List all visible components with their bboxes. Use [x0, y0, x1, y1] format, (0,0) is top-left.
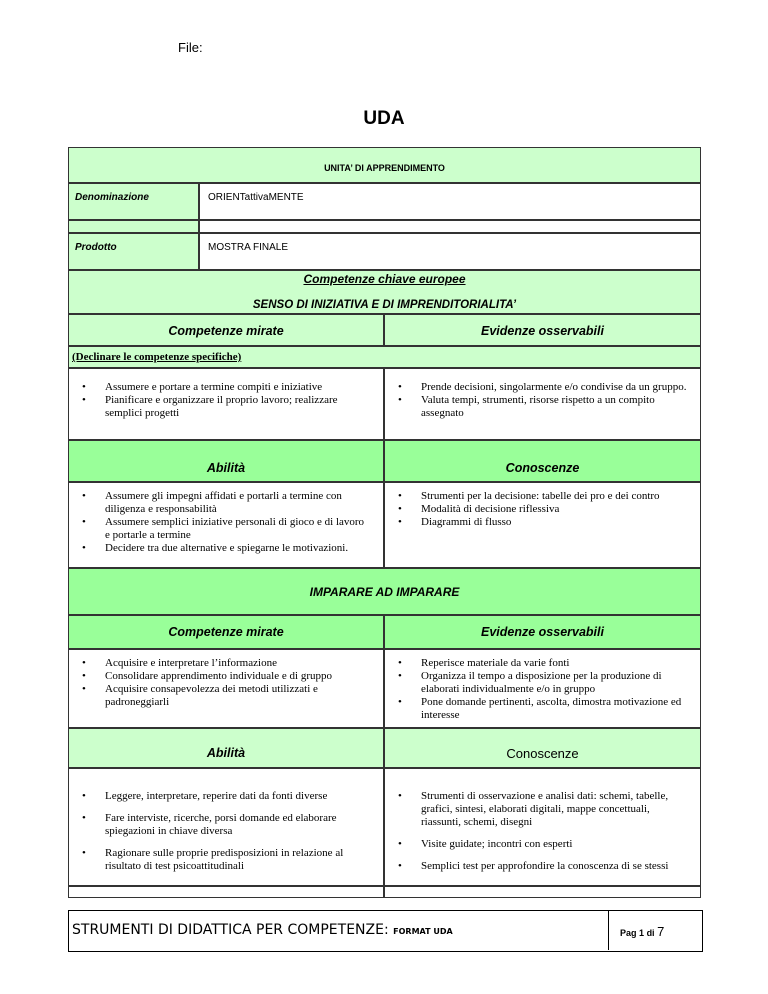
section2-col-left-header: [68, 615, 384, 649]
list-item: • Visite guidate; incontri con esperti: [385, 838, 700, 851]
empty-cell: [68, 886, 384, 898]
section1-note-row: [68, 346, 701, 368]
section1-conoscenze-list: [385, 490, 700, 529]
caption-cell: [68, 147, 701, 183]
section2-col-abilita: Abilità: [206, 746, 246, 760]
caption-text: UNITA’ DI APPRENDIMENTO: [324, 163, 445, 173]
page-number: 1: [639, 928, 645, 938]
section2-conoscenze-list: [385, 790, 700, 873]
list-item: • Prende decisioni, singolarmente e/o condivise da un gruppo.: [385, 381, 700, 394]
list-item: • Decidere tra due alternative e spiegarne le motivazioni.: [69, 542, 383, 555]
footer-divider: [608, 910, 609, 950]
value-denominazione: ORIENTattivaMENTE: [208, 192, 304, 203]
section1-abilita-header: [68, 440, 384, 482]
footer-sub: FORMAT UDA: [393, 927, 453, 936]
section1-abilita-list: [69, 490, 383, 555]
footer-main: STRUMENTI DI DIDATTICA PER COMPETENZE:: [72, 922, 389, 938]
section1-col-abilita: Abilità: [206, 461, 246, 475]
list-item: • Valuta tempi, strumenti, risorse rispetto a un compito assegnato: [385, 394, 700, 420]
list-item: • Reperisce materiale da varie fonti: [385, 657, 700, 670]
competenze-chiave-title: Competenze chiave europee: [303, 272, 466, 286]
section1-evidenze-cell: [384, 368, 701, 440]
list-item: • Assumere e portare a termine compiti e iniziative: [69, 381, 383, 394]
section1-note: (Declinare le competenze specifiche): [72, 351, 242, 363]
list-item: • Acquisire consapevolezza dei metodi utilizzati e padroneggiarli: [69, 683, 383, 709]
section2-competenze-list: [69, 657, 383, 709]
filler-cell: [68, 220, 199, 233]
list-item: • Strumenti per la decisione: tabelle dei pro e dei contro: [385, 490, 700, 503]
section1-col-left-header: [68, 314, 384, 346]
list-item: • Modalità di decisione riflessiva: [385, 503, 700, 516]
section2-col-right-header: [384, 615, 701, 649]
value-cell-denominazione: [199, 183, 701, 220]
section2-col-left: Competenze mirate: [168, 625, 284, 639]
section2-header: [68, 568, 701, 615]
section1-competenze-cell: [68, 368, 384, 440]
section2-abilita-cell: [68, 768, 384, 886]
section2-competenze-cell: [68, 649, 384, 728]
label-cell-prodotto: [68, 233, 199, 270]
label-denominazione: Denominazione: [75, 192, 149, 203]
list-item: • Consolidare apprendimento individuale e di gruppo: [69, 670, 383, 683]
list-item: • Semplici test per approfondire la conoscenza di se stessi: [385, 860, 700, 873]
section1-conoscenze-header: [384, 440, 701, 482]
page-sep: di: [646, 928, 655, 938]
list-item: • Diagrammi di flusso: [385, 516, 700, 529]
section2-abilita-list: [69, 790, 383, 873]
list-item: • Pone domande pertinenti, ascolta, dimostra motivazione ed interesse: [385, 696, 700, 722]
section2-col-conoscenze: Conoscenze: [506, 746, 579, 761]
filler-cell: [199, 220, 701, 233]
value-prodotto: MOSTRA FINALE: [208, 242, 289, 253]
list-item: • Acquisire e interpretare l’informazione: [69, 657, 383, 670]
section1-title: SENSO DI INIZIATIVA E DI IMPRENDITORIALITA’: [252, 299, 517, 311]
list-item: • Assumere semplici iniziative personali di gioco e di lavoro e portarle a termine: [69, 516, 383, 542]
list-item: • Organizza il tempo a disposizione per la produzione di elaborati individualmente e/o in gruppo: [385, 670, 700, 696]
list-item: • Ragionare sulle proprie predisposizioni in relazione al risultato di test psicoattitudinali: [69, 847, 383, 873]
section2-title: IMPARARE AD IMPARARE: [309, 585, 460, 599]
section1-abilita-cell: [68, 482, 384, 568]
list-item: • Fare interviste, ricerche, porsi domande ed elaborare spiegazioni in chiave diversa: [69, 812, 383, 838]
section2-evidenze-cell: [384, 649, 701, 728]
section1-competenze-list: [69, 381, 383, 420]
section1-evidenze-list: [385, 381, 700, 420]
section1-col-right: Evidenze osservabili: [481, 324, 604, 338]
section2-col-right: Evidenze osservabili: [481, 625, 604, 639]
section2-evidenze-list: [385, 657, 700, 722]
page-total: 7: [657, 924, 665, 939]
list-item: • Leggere, interpretare, reperire dati da fonti diverse: [69, 790, 383, 803]
footer-text: [72, 922, 453, 938]
label-cell-denominazione: [68, 183, 199, 220]
section2-conoscenze-header: [384, 728, 701, 768]
page-label: Pag: [620, 928, 637, 938]
list-item: • Strumenti di osservazione e analisi dati: schemi, tabelle, grafici, sintesi, elaborati digitali, mappe concettuali, riassunti, schemi, disegni: [385, 790, 700, 829]
section1-col-left: Competenze mirate: [168, 324, 284, 338]
document-title: UDA: [363, 108, 405, 129]
list-item: • Assumere gli impegni affidati e portarli a termine con diligenza e responsabilità: [69, 490, 383, 516]
value-cell-prodotto: [199, 233, 701, 270]
list-item: • Pianificare e organizzare il proprio lavoro; realizzare semplici progetti: [69, 394, 383, 420]
empty-cell: [384, 886, 701, 898]
competenze-chiave-header: [68, 270, 701, 314]
label-prodotto: Prodotto: [75, 242, 117, 253]
section2-conoscenze-cell: [384, 768, 701, 886]
file-label: File:: [178, 40, 203, 55]
section1-col-conoscenze: Conoscenze: [505, 461, 580, 475]
page-indicator: [620, 924, 664, 939]
section1-col-right-header: [384, 314, 701, 346]
section1-conoscenze-cell: [384, 482, 701, 568]
section2-abilita-header: [68, 728, 384, 768]
